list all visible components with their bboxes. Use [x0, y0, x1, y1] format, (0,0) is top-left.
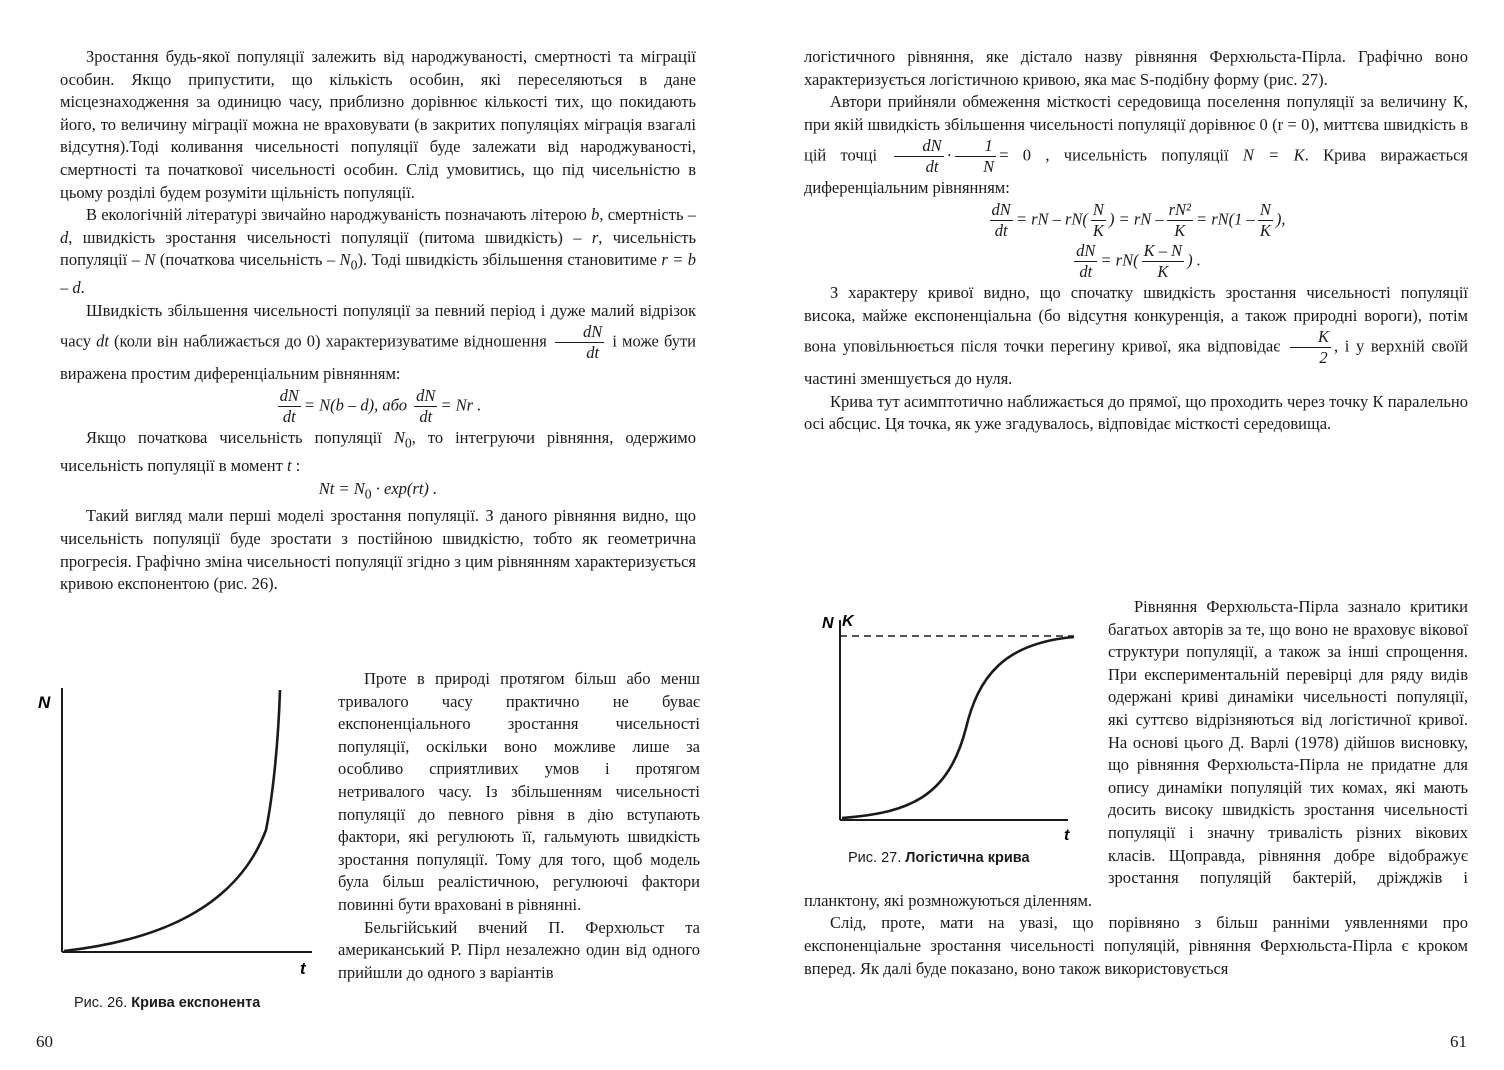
paragraph: З характеру кривої видно, що спочатку швидкість зростання чисельності популяції висока, майже експоненціальна (бо відсутня конкуренція, а також природні вороги), потім вона уповільнюється після точки перегину кривої, яка відповідає $\frac{K}{2}$ , і у верхній своїй частині зменшується до нуля.: [804, 282, 1468, 389]
page-number: 61: [1450, 1032, 1467, 1051]
left-text-wrap: [338, 668, 700, 984]
figure-caption: Рис. 27. Логістична крива: [848, 850, 1030, 866]
axis-label-n: N: [822, 615, 834, 632]
paragraph: Рівняння Ферхюльста-Пірла зазнало критики багатьох авторів за те, що воно не враховує вікової структури популяції, а також за інші спрощення. При експериментальній перевірці для ряду видів одержані криві динаміки чисельності популяції, які суттєво відрізняються від логістичної кривої. На основі цього Д. Варлі (1978) дійшов висновку, що рівняння Ферхюльста-Пірла не придатне для опису динаміки популяцій тих комах, які мають досить високу швидкість зростання чисельності популяції і значну тривалість різних вікових класів. Щоправда, рівняння добре відображує зростання популяцій бактерій, дріжджів і планктону, які розмножуються діленням.: [804, 597, 1468, 910]
axis-label-t: t: [1064, 827, 1070, 844]
paragraph: Бельгійський вчений П. Ферхюльст та американський Р. Пірл незалежно один від одного прийшли до одного з варіантів: [338, 917, 700, 982]
figure-caption: Рис. 26. Крива експонента: [74, 995, 261, 1011]
right-page: [752, 0, 1504, 1070]
axis-label-t: t: [300, 959, 306, 978]
figure-float-space: [804, 596, 1108, 886]
figure-exponential-curve: [34, 680, 324, 980]
paragraph: Зростання будь-якої популяції залежить від народжуваності, смертності та міграції особин. Якщо припустити, що кількість особин, які переселяються в дане місцезнаходження за одиницю часу, приблизно дорівнює кількості тих, що покидають його, то величину міграції можна не враховувати (в закритих популяціях міграція взагалі відсутня).Тоді коливання чисельності популяції буде залежати від народжуваності, смертності та початкової чисельності особин. Слід умовитись, що під чисельністю в цьому розділі будем розуміти щільність популяції.: [60, 47, 696, 202]
paragraph: Швидкість збільшення чисельності популяції за певний період і дуже малий відрізок часу dt (коли він наближається до 0) характеризуватиме відношення $\frac{dN}{dt}$ і може бути виражена простим диференціальним рівнянням:: [60, 300, 697, 384]
left-text-top: [60, 46, 696, 596]
exponential-curve-plot: [34, 680, 324, 980]
right-text-top: [804, 46, 1468, 436]
paragraph: Такий вигляд мали перші моделі зростання популяції. З даного рівняння видно, що чисельність популяції буде зростати з постійною швидкістю, тобто як геометрична прогресія. Графічно зміна чисельності популяції згідно з цим рівнянням характеризується кривою експонентою (рис. 26).: [60, 506, 696, 594]
paragraph: Слід, проте, мати на увазі, що порівняно з більш ранніми уявленнями про експоненціальне зростання чисельності популяцій, рівняння Ферхюльста-Пірла є кроком вперед. Як далі буде показано, воно також використовується: [804, 913, 1468, 978]
right-text-wrap: [804, 596, 1468, 980]
paragraph: Автори прийняли обмеження місткості середовища поселення популяції за величину К, при якій швидкість збільшення чисельності популяції дорівнює 0 (r = 0), миттєва швидкість в цій точці $\frac{dN}{dt}$ · $\frac{1}{N}$ = 0 , чисельність популяції N = K. Крива виражається диференціальним рівнянням:: [804, 92, 1469, 198]
axis-label-n: N: [38, 693, 51, 712]
axis-label-k: K: [842, 613, 854, 630]
equation: $\frac{dN}{dt}$ = rN – rN( $\frac{N}{K}$ ) = rN – $\frac{\text{rN²}}{K}$ = rN(1 – $\frac{N}{K}$ ),: [991, 199, 1286, 240]
equation: $Nt = N_0 \cdot \exp(rt)$ .: [318, 478, 438, 501]
page-number: 60: [36, 1032, 53, 1051]
paragraph: Якщо початкова чисельність популяції $N_0$, то інтегруючи рівняння, одержимо чисельність популяції в момент t :: [60, 428, 696, 475]
exponential-curve: [64, 690, 280, 951]
paragraph: В екологічній літературі звичайно народжуваність позначають літерою b, смертність – d, швидкість зростання чисельності популяції (питома швидкість) – r, чисельність популяції – N (початкова чисельність – $N_0$). Тоді швидкість збільшення становитиме r = b – d.: [60, 205, 697, 298]
equation: $\frac{dN}{dt}$ = N(b – d), або $\frac{dN}{dt}$ = Nr .: [279, 386, 482, 427]
paragraph: логістичного рівняння, яке дістало назву рівняння Ферхюльста-Пірла. Графічно воно характеризується логістичною кривою, яка має S-подібну форму (рис. 27).: [804, 47, 1468, 89]
fraction: $\frac{dN}{dt}$: [555, 322, 604, 363]
paragraph: Проте в природі протягом більш або менш тривалого часу практично не буває експоненціального зростання чисельності популяції, оскільки воно можливе лише за особливо сприятливих умов і протягом нетривалого часу. Із збільшенням чисельності популяції до певного рівня в дію вступають фактори, які регулюють її, гальмують швидкість зростання популяції. Тому для того, щоб модель була більш реалістичною, регулюючі фактори повинні бути враховані в рівнянні.: [338, 669, 700, 914]
paragraph: Крива тут асимптотично наближається до прямої, що проходить через точку К паралельно осі абсцис. Ця точка, як уже згадувалось, відповідає місткості середовища.: [804, 391, 1468, 434]
equation: $\frac{dN}{dt}$ = rN( $\frac{K - N}{K}$ ) .: [1076, 240, 1201, 281]
